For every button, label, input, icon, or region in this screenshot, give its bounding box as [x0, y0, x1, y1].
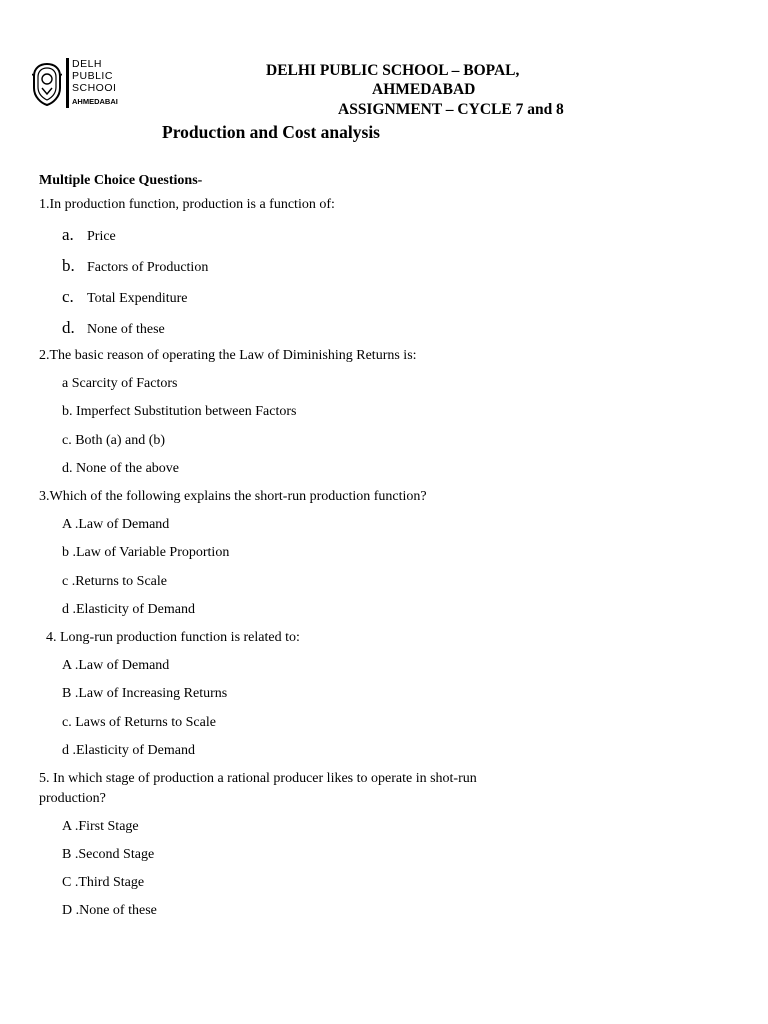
school-logo: [32, 58, 118, 112]
question-3-option-a: A .Law of Demand: [62, 517, 170, 532]
question-1-option-c: [62, 287, 188, 307]
option-marker: c.: [62, 287, 74, 306]
logo-text-public: PUBLIC: [72, 70, 113, 82]
logo-text-school: SCHOOI: [72, 82, 117, 94]
question-3-option-d: d .Elasticity of Demand: [62, 602, 195, 617]
question-3-option-b: b .Law of Variable Proportion: [62, 545, 230, 560]
question-5-option-c: C .Third Stage: [62, 875, 145, 890]
question-2-option-c: c. Both (a) and (b): [62, 433, 166, 448]
option-label: Factors of Production: [87, 260, 209, 275]
option-marker: a.: [62, 225, 74, 244]
question-1-option-d: [62, 318, 165, 338]
school-name: DELHI PUBLIC SCHOOL – BOPAL,: [266, 62, 520, 79]
question-2-option-a: a Scarcity of Factors: [62, 376, 178, 391]
option-label: Price: [87, 229, 116, 244]
school-emblem-icon: [32, 62, 62, 106]
question-1-option-a: [62, 225, 116, 245]
question-4: 4. Long-run production function is related to:: [46, 630, 300, 645]
question-5-option-b: B .Second Stage: [62, 847, 155, 862]
question-2: 2.The basic reason of operating the Law of Diminishing Returns is:: [39, 348, 417, 363]
question-3: 3.Which of the following explains the short-run production function?: [39, 489, 427, 504]
logo-divider: [66, 58, 69, 108]
question-1-option-b: [62, 256, 208, 276]
question-5-line-2: production?: [39, 791, 106, 806]
option-label: None of these: [87, 322, 165, 337]
question-2-option-d: d. None of the above: [62, 461, 180, 476]
assignment-title: ASSIGNMENT – CYCLE 7 and 8: [338, 101, 564, 118]
logo-text-delhi: DELH: [72, 58, 103, 70]
question-5-option-d: D .None of these: [62, 903, 157, 918]
question-4-option-d: d .Elasticity of Demand: [62, 743, 195, 758]
option-label: Total Expenditure: [87, 291, 188, 306]
question-5-line-1: 5. In which stage of production a rational producer likes to operate in shot-run: [39, 771, 477, 786]
question-5-option-a: A .First Stage: [62, 819, 139, 834]
page-title: Production and Cost analysis: [162, 122, 380, 142]
question-4-option-a: A .Law of Demand: [62, 658, 170, 673]
school-city: AHMEDABAD: [372, 81, 476, 98]
question-4-option-c: c. Laws of Returns to Scale: [62, 715, 216, 730]
option-marker: b.: [62, 256, 75, 275]
logo-text-city: AHMEDABAI: [72, 97, 118, 106]
option-marker: d.: [62, 318, 75, 337]
section-heading: Multiple Choice Questions-: [39, 173, 203, 188]
question-3-option-c: c .Returns to Scale: [62, 574, 167, 589]
question-1: 1.In production function, production is a function of:: [39, 197, 335, 212]
question-2-option-b: b. Imperfect Substitution between Factors: [62, 404, 297, 419]
question-4-option-b: B .Law of Increasing Returns: [62, 686, 228, 701]
